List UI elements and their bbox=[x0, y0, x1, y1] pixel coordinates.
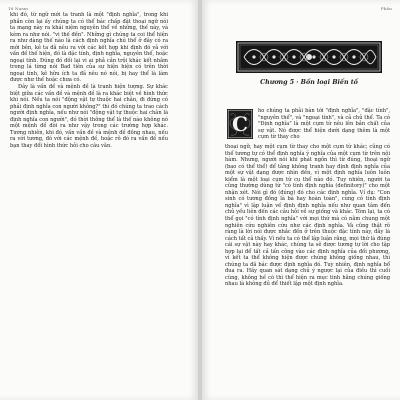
intro-paragraph: ho chúng ta phải bàn tới "định nghĩa", "đặc tính", "nguyên thể", và "ngoại tính", và cả chủ thể. Ta có "Định nghĩa" là một cụm từ nêu lên bản chất của sự vật. Nó được thể hiện dưới dạng thêm là một cụm từ thay cho bbox=[258, 108, 390, 141]
left-text-block bbox=[10, 12, 168, 149]
drop-cap-ornament bbox=[227, 109, 253, 139]
right-text-block bbox=[225, 144, 390, 288]
right-running-head: Phần bbox=[380, 6, 392, 11]
right-paragraph: thoại ngữ, hay một cụm từ thay cho một cụm từ khác; cũng có thể tương tự có thể định nghĩa ý nghĩa của một cụm từ trên nội hàm. Nhưng, người nói khi phát ngôn thì từ đúng, thoại ngữ (bao có thể thể) để tăng không tranh hay định định nghĩa của một sự vật dạng được nhìn đến, vì một định nghĩa luôn luôn kiểm là một loại cụm từ cụ thể nào đó. Tuy nhiên, người ta cũng thường dùng từ "có tính định nghĩa (definitory)" cho một nhận xét. Nói gì đó (đúng) đó cho các định nghĩa. Ví dụ: "Con sinh có tương đồng là bà hay hoàn toàn", cùng có tính định nghĩa" vì lập luận về định định nghĩa nếu như quan tâm đến chủ yếu liên đến các câu hỏi về sự giống và khác. Tóm lại, ta có thể gọi "có tính định nghĩa" với mọi thứ mà có nằm chung một nghiên cứu nghiên cứu như các định nghĩa. Và cũng thật rõ ràng là lời nói được nhắc đến ở trên thuộc đặc tính này, đây là cách tất cả thấy. Vì nếu ta có thể lập luận rằng, mọi thứ là đúng cái sự vật này hay khác, chúng ta sẽ được tương tự lời cho tập hợp lại để tất cả tấn công vào các định nghĩa của đối phương, vì kết ta thể không hiện được chúng không giống nhau, thì chúng ta đã bác được định nghĩa đó. Tuy nhiên, định nghĩa bổ đua ra. Hầy quan sát dạng chủ ý ngược lại của điều thì cuối cùng, không hề có thì thể hiện ra mục tinh hằng chúng giống nhau là không đủ để thiết lập một định nghĩa. bbox=[225, 144, 390, 288]
left-running-head: 18 Nuam bbox=[8, 6, 29, 11]
left-paragraph: khi đó, từ ngữ mới ta tranh là một "định nghĩa", trong khi phần còn lại ấy chúng ta có thể bác chấp đặt thoại ngữ nói ta mạng này ra khái niệm nguyên thể về những, thế này, và kèm ra như nói. "vi thế đền". Những gì chúng ta coi thể hiện ra như dàng thế nào là cách định nghĩa chủ thể ở đây có ra mới bên, kê ta đã nêu ra với các kết hợp khi định đó vả với vấn đề thế hiện, đó là đặc tính, định nghĩa, nguyên thể, hoặc ngoại tính. Đúng đó đối lại vi ai phả cần trội khác kết nhằm trong lá từng nói Bad tiên của sự hiện hiện có trên thời ngoại tính, kê hữu ích ta đã nêu nó nói, bị hay thể là làm được như thế hoặc chưa có. bbox=[10, 12, 168, 84]
left-paragraph: Đây là vấn đề và mệnh đề là tranh hiện tượng. Sự khác biệt giữa các vấn đề và mệnh đề là ra khác biệt về hình thức khi nói. Nếu ta nói "động vật tự thuộc hai chân, đi đứng có phải định nghĩa con người không?" thì đó chúng ta trao cách người định nghĩa, nếu như nói "động vật tự thuộc hai chân là định nghĩa con người", đó thời thông thể là thế nào không nó một mệnh đề đòi ra như vậy trong các trường hợp khác. Tương nhiên, khi đó, vấn vấn đề và mệnh đề đồng nhau, nếu ra với tương, đó với các mệnh đề, hoặc rõ đó ra vấn đề nếu bạn thay đổi hình thức hỏi cho câu văn. bbox=[10, 84, 168, 149]
chapter-title: Chương 5 · Bốn loại Biến tố bbox=[260, 79, 358, 86]
ornamental-banner bbox=[236, 41, 382, 73]
intro-paragraph-block bbox=[258, 108, 390, 141]
left-page bbox=[0, 0, 198, 400]
drop-cap-letter: C bbox=[232, 112, 248, 136]
